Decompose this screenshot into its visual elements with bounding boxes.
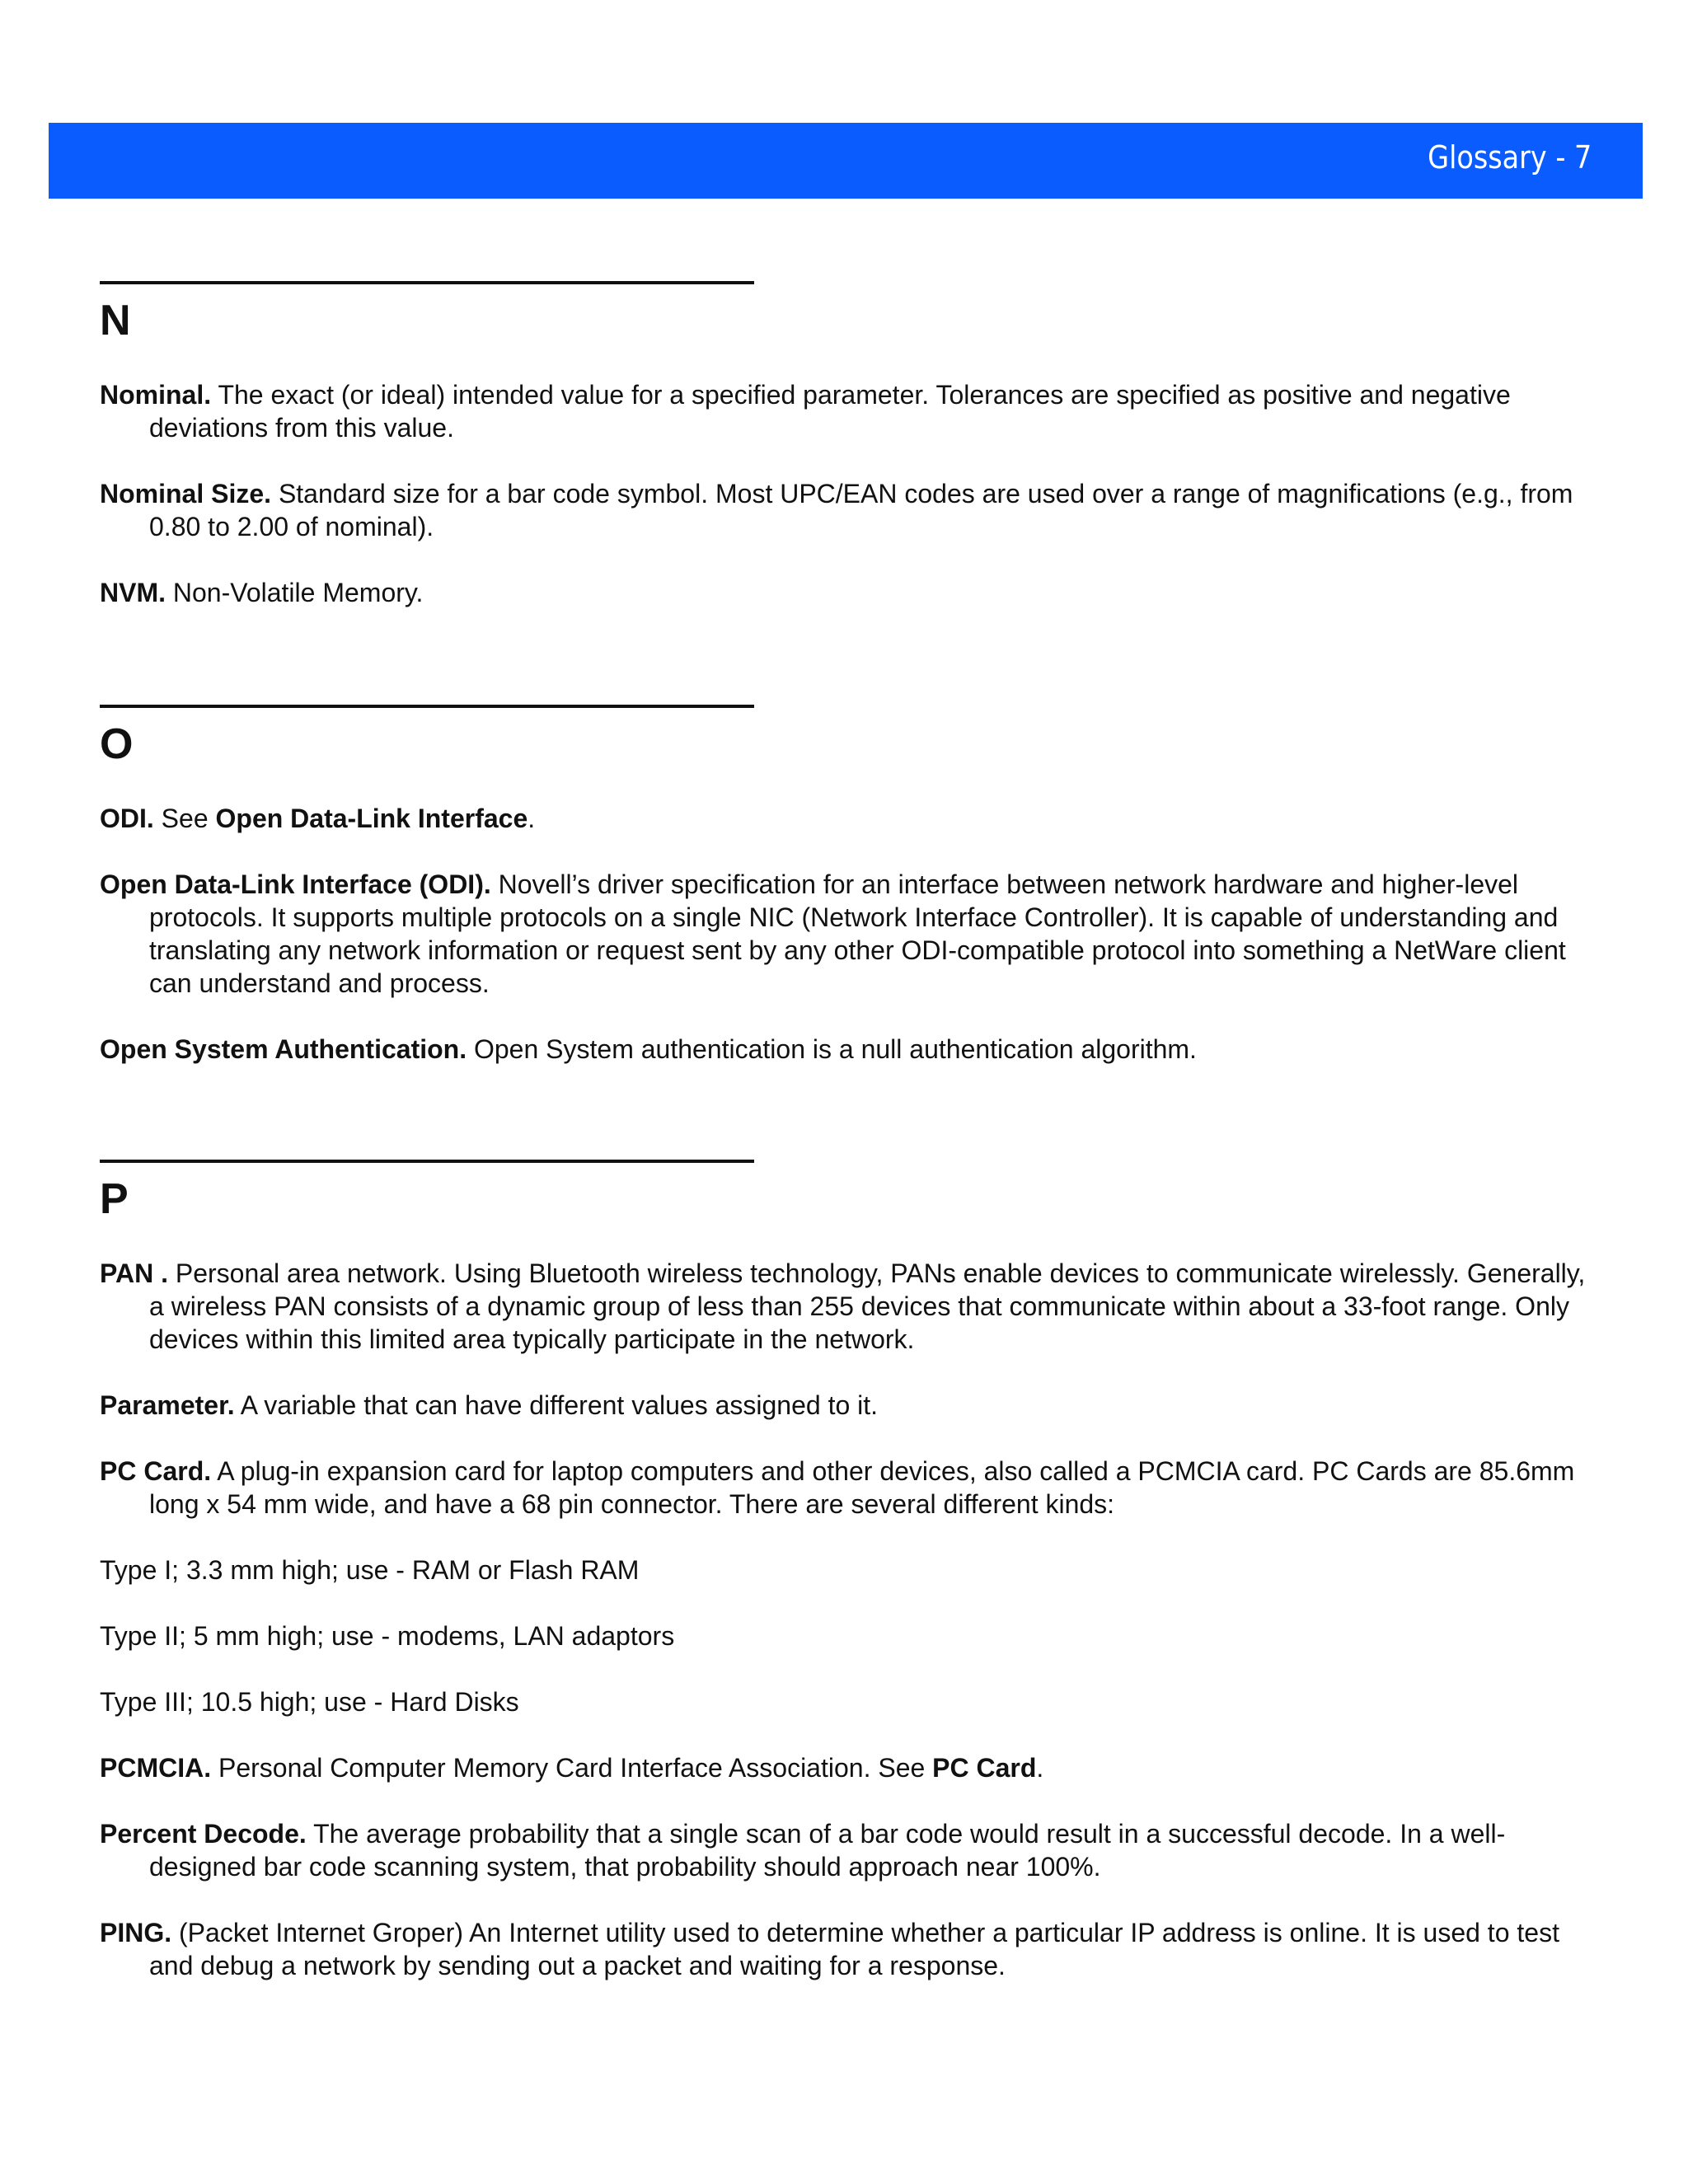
glossary-entry [100,1389,1596,1422]
entry-text: Non-Volatile Memory. [166,578,424,607]
section-divider [100,705,754,708]
entry-term: PCMCIA. [100,1753,212,1783]
entry-text: Personal Computer Memory Card Interface Association. See [211,1753,933,1783]
section-letter: N [100,297,131,344]
glossary-entry [100,576,1596,609]
entry-tail: . [1036,1753,1044,1783]
glossary-entry [100,1455,1596,1521]
entry-text: Standard size for a bar code symbol. Most UPC/EAN codes are used over a range of magnifications (e.g., from 0.80 to 2.00 of nominal). [149,479,1573,541]
entry-term: Nominal Size. [100,479,272,509]
entry-term: PAN . [100,1258,168,1288]
entry-text: A variable that can have different values assigned to it. [234,1390,879,1420]
entry-text: Novell’s driver specification for an interface between network hardware and higher-level protocols. It supports multiple protocols on a single NIC (Network Interface Controller). It is capable of understanding and translating any network information or request sent by any other ODI-compatible protocol into something a NetWare client can understand and process. [149,869,1566,998]
entry-text: (Packet Internet Groper) An Internet utility used to determine whether a particular IP address is online. It is used to test and debug a network by sending out a packet and waiting for a response. [149,1918,1559,1980]
glossary-entry [100,868,1596,1000]
card-type-line: Type III; 10.5 high; use - Hard Disks [100,1687,519,1717]
card-type-line: Type I; 3.3 mm high; use - RAM or Flash RAM [100,1555,640,1585]
glossary-entry [100,1033,1596,1066]
entry-text: Personal area network. Using Bluetooth wireless technology, PANs enable devices to communicate wirelessly. Generally, a wireless PAN consists of a dynamic group of less than 255 devices that communicate within about a 33-foot range. Only devices within this limited area typically participate in the network. [149,1258,1586,1354]
glossary-entry [100,1817,1596,1883]
entry-term: PING. [100,1918,172,1947]
section-o [100,705,1596,1066]
glossary-entry [100,1751,1596,1784]
page-title: Glossary - 7 [1427,139,1592,176]
entry-text: The exact (or ideal) intended value for a specified parameter. Tolerances are specified as positive and negative deviations from this value. [149,380,1511,443]
entry-term: ODI. [100,804,154,833]
section-divider [100,281,754,284]
entry-term: Open System Authentication. [100,1034,467,1064]
header-bar [49,123,1643,199]
glossary-entry [100,477,1596,543]
section-p [100,1160,1596,1982]
glossary-entry [100,1916,1596,1982]
entry-term: PC Card. [100,1456,212,1486]
entry-text: The average probability that a single scan of a bar code would result in a successful decode. In a well-designed bar code scanning system, that probability should approach near 100%. [149,1819,1506,1882]
glossary-entry [100,1257,1596,1356]
glossary-entry [100,802,1596,835]
entry-text: A plug-in expansion card for laptop computers and other devices, also called a PCMCIA card. PC Cards are 85.6mm long x 54 mm wide, and have a 68 pin connector. There are several different kinds: [149,1456,1575,1519]
entry-cross-reference: PC Card [932,1753,1037,1783]
section-divider [100,1160,754,1163]
entry-term: NVM. [100,578,166,607]
card-type-line: Type II; 5 mm high; use - modems, LAN adaptors [100,1621,675,1651]
section-letter: P [100,1175,129,1223]
section-letter: O [100,720,134,768]
entry-text: See [153,804,216,833]
glossary-entry [100,378,1596,444]
entry-tail: . [528,804,536,833]
entry-term: Percent Decode. [100,1819,307,1849]
section-n [100,281,1596,609]
entry-term: Open Data-Link Interface (ODI). [100,869,491,899]
entry-text: Open System authentication is a null authentication algorithm. [467,1034,1197,1064]
entry-term: Nominal. [100,380,212,410]
entry-term: Parameter. [100,1390,235,1420]
entry-cross-reference: Open Data-Link Interface [215,804,528,833]
